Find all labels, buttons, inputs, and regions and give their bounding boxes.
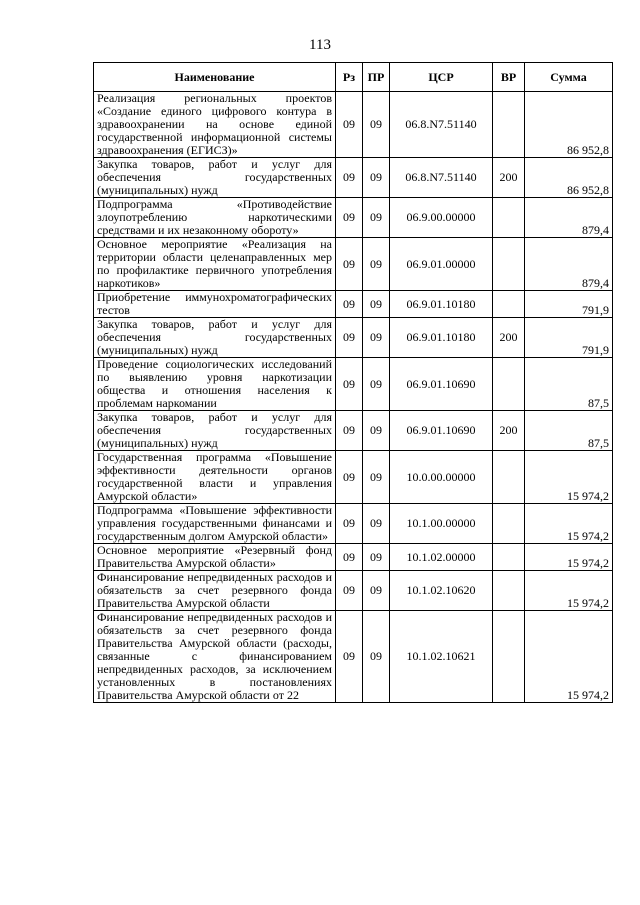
table-row [94, 611, 613, 703]
cell-name: Государственная программа «Повышение эффективности деятельности органов государственной власти и управления Амурской области» [94, 451, 336, 504]
cell-vr [493, 571, 525, 611]
cell-sum: 791,9 [525, 318, 613, 358]
cell-sum: 15 974,2 [525, 504, 613, 544]
cell-vr [493, 291, 525, 318]
cell-rz: 09 [336, 198, 363, 238]
cell-pr: 09 [363, 544, 390, 571]
cell-csr: 10.1.02.00000 [390, 544, 493, 571]
cell-name: Закупка товаров, работ и услуг для обеспечения государственных (муниципальных) нужд [94, 318, 336, 358]
cell-name: Закупка товаров, работ и услуг для обеспечения государственных (муниципальных) нужд [94, 411, 336, 451]
table-row [94, 504, 613, 544]
cell-vr [493, 358, 525, 411]
cell-name: Финансирование непредвиденных расходов и обязательств за счет резервного фонда Правительства Амурской области [94, 571, 336, 611]
cell-pr: 09 [363, 358, 390, 411]
cell-csr: 06.9.01.10690 [390, 358, 493, 411]
cell-sum: 15 974,2 [525, 451, 613, 504]
table-row [94, 358, 613, 411]
table-row [94, 451, 613, 504]
cell-pr: 09 [363, 238, 390, 291]
cell-sum: 15 974,2 [525, 544, 613, 571]
cell-name: Подпрограмма «Противодействие злоупотреблению наркотическими средствами и их незаконному обороту» [94, 198, 336, 238]
cell-rz: 09 [336, 158, 363, 198]
cell-csr: 06.9.00.00000 [390, 198, 493, 238]
cell-name: Закупка товаров, работ и услуг для обеспечения государственных (муниципальных) нужд [94, 158, 336, 198]
cell-pr: 09 [363, 318, 390, 358]
cell-vr: 200 [493, 411, 525, 451]
cell-rz: 09 [336, 571, 363, 611]
table-row [94, 238, 613, 291]
table-header-row [94, 63, 613, 92]
cell-pr: 09 [363, 411, 390, 451]
cell-sum: 87,5 [525, 411, 613, 451]
table-row [94, 318, 613, 358]
cell-csr: 06.8.N7.51140 [390, 92, 493, 158]
cell-sum: 15 974,2 [525, 571, 613, 611]
cell-rz: 09 [336, 238, 363, 291]
table-row [94, 158, 613, 198]
cell-rz: 09 [336, 358, 363, 411]
header-csr: ЦСР [390, 63, 493, 92]
cell-pr: 09 [363, 504, 390, 544]
cell-vr: 200 [493, 158, 525, 198]
cell-rz: 09 [336, 92, 363, 158]
cell-pr: 09 [363, 158, 390, 198]
header-pr: ПР [363, 63, 390, 92]
cell-pr: 09 [363, 198, 390, 238]
cell-vr [493, 198, 525, 238]
table-row [94, 92, 613, 158]
cell-csr: 10.1.02.10620 [390, 571, 493, 611]
cell-sum: 87,5 [525, 358, 613, 411]
cell-csr: 06.9.01.00000 [390, 238, 493, 291]
page-number: 113 [309, 37, 331, 53]
cell-name: Основное мероприятие «Резервный фонд Правительства Амурской области» [94, 544, 336, 571]
cell-name: Реализация региональных проектов «Создание единого цифрового контура в здравоохранении на основе единой государственной информационной системы здравоохранения (ЕГИСЗ)» [94, 92, 336, 158]
cell-name: Финансирование непредвиденных расходов и обязательств за счет резервного фонда Правительства Амурской области (расходы, связанные с финансированием непредвиденных расходов, за исключением установленных в постановлениях Правительства Амурской области от 22 [94, 611, 336, 703]
cell-rz: 09 [336, 611, 363, 703]
cell-sum: 791,9 [525, 291, 613, 318]
cell-rz: 09 [336, 544, 363, 571]
cell-rz: 09 [336, 411, 363, 451]
header-rz: Рз [336, 63, 363, 92]
cell-rz: 09 [336, 291, 363, 318]
table-row [94, 198, 613, 238]
cell-pr: 09 [363, 611, 390, 703]
cell-pr: 09 [363, 451, 390, 504]
header-name: Наименование [94, 63, 336, 92]
cell-pr: 09 [363, 571, 390, 611]
cell-csr: 06.9.01.10180 [390, 318, 493, 358]
cell-pr: 09 [363, 92, 390, 158]
cell-csr: 06.9.01.10690 [390, 411, 493, 451]
cell-vr: 200 [493, 318, 525, 358]
cell-sum: 86 952,8 [525, 158, 613, 198]
cell-vr [493, 92, 525, 158]
table-row [94, 411, 613, 451]
table-row [94, 571, 613, 611]
cell-pr: 09 [363, 291, 390, 318]
cell-sum: 879,4 [525, 198, 613, 238]
cell-name: Приобретение иммунохроматографических тестов [94, 291, 336, 318]
cell-vr [493, 451, 525, 504]
cell-name: Проведение социологических исследований по выявлению уровня наркотизации общества и отношения населения к проблемам наркомании [94, 358, 336, 411]
cell-vr [493, 238, 525, 291]
cell-csr: 06.9.01.10180 [390, 291, 493, 318]
budget-table [93, 62, 613, 703]
cell-csr: 10.1.00.00000 [390, 504, 493, 544]
cell-vr [493, 504, 525, 544]
table-row [94, 544, 613, 571]
cell-rz: 09 [336, 318, 363, 358]
cell-name: Основное мероприятие «Реализация на территории области целенаправленных мер по профилактике первичного употребления наркотиков» [94, 238, 336, 291]
cell-sum: 86 952,8 [525, 92, 613, 158]
cell-rz: 09 [336, 504, 363, 544]
cell-vr [493, 544, 525, 571]
cell-csr: 10.0.00.00000 [390, 451, 493, 504]
cell-csr: 10.1.02.10621 [390, 611, 493, 703]
cell-sum: 879,4 [525, 238, 613, 291]
cell-name: Подпрограмма «Повышение эффективности управления государственными финансами и государственным долгом Амурской области» [94, 504, 336, 544]
cell-sum: 15 974,2 [525, 611, 613, 703]
table-row [94, 291, 613, 318]
cell-vr [493, 611, 525, 703]
cell-rz: 09 [336, 451, 363, 504]
cell-csr: 06.8.N7.51140 [390, 158, 493, 198]
header-vr: ВР [493, 63, 525, 92]
header-sum: Сумма [525, 63, 613, 92]
